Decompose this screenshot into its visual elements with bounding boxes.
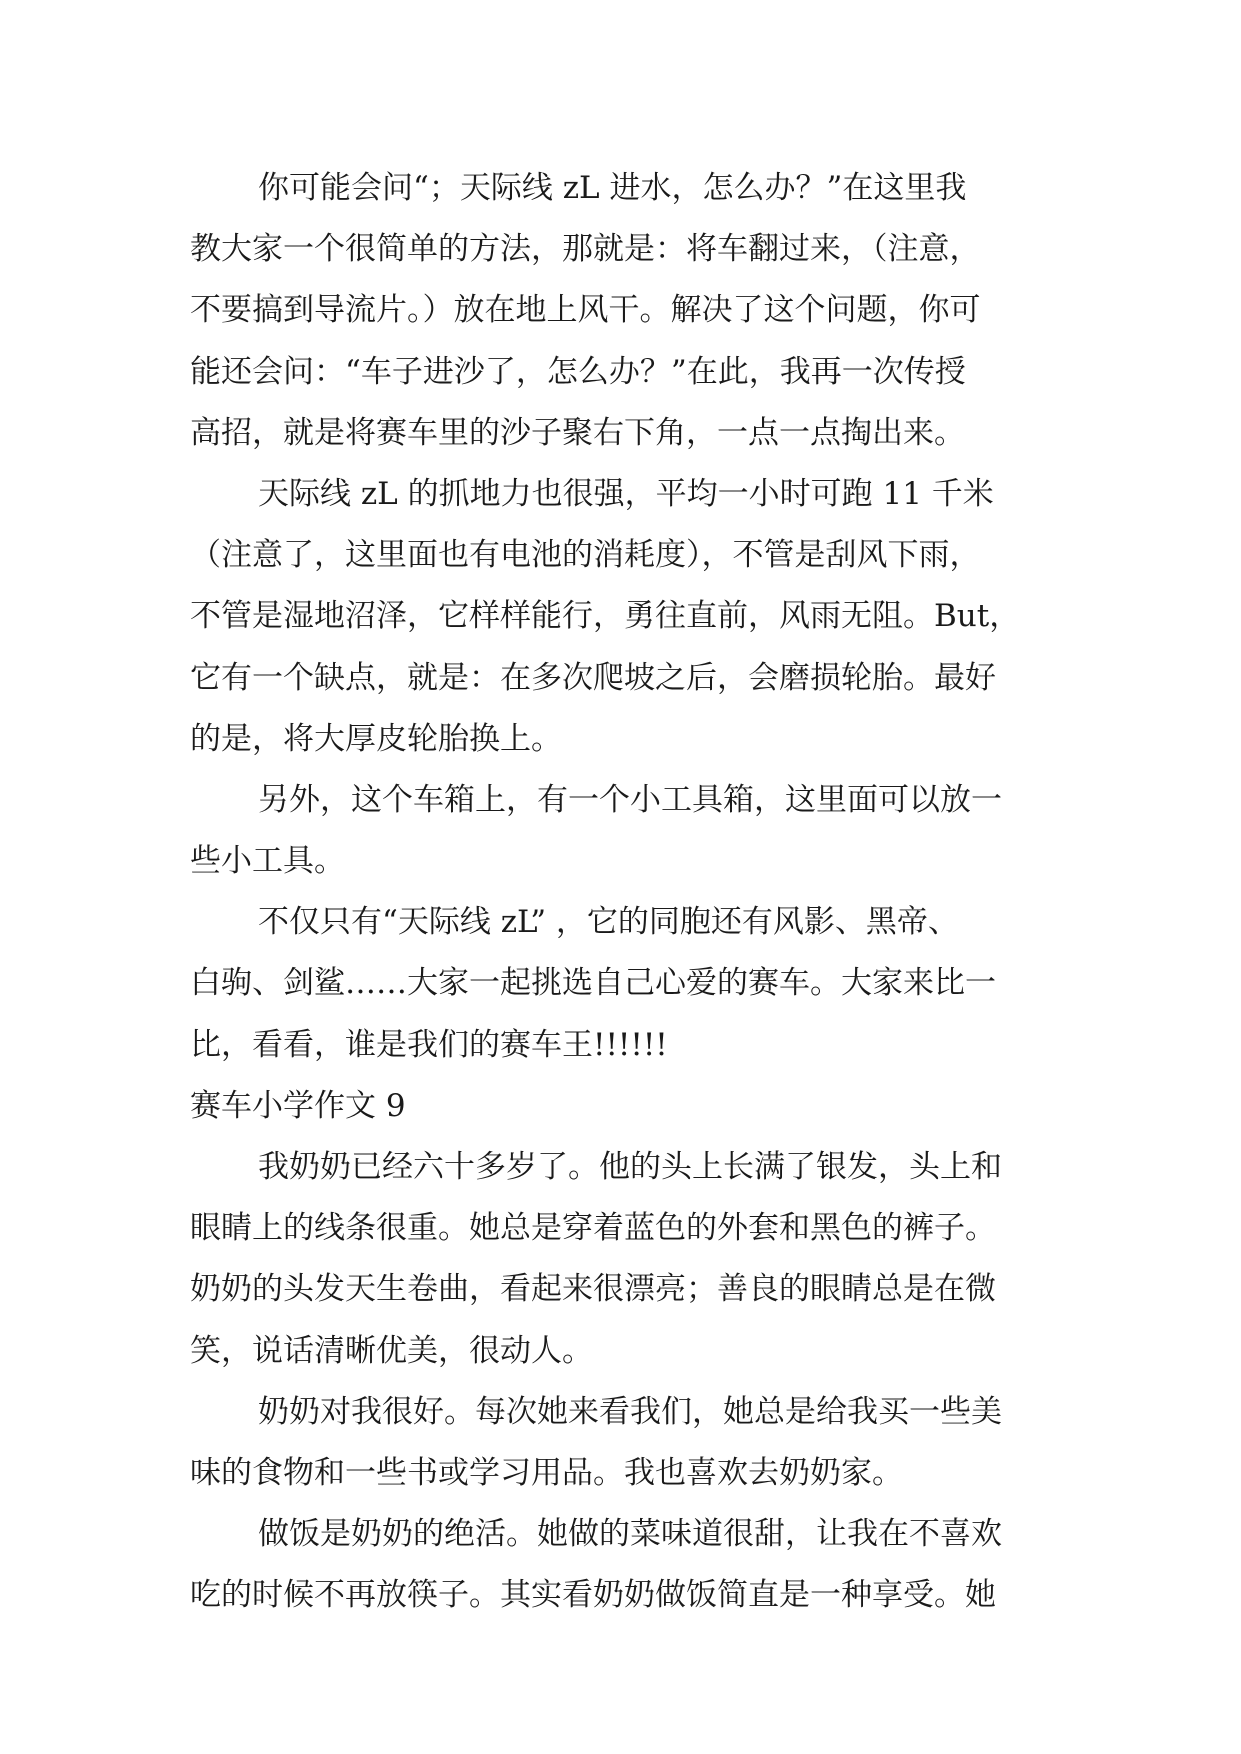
text-line: 高招，就是将赛车里的沙子聚右下角，一点一点掏出来。 [190, 414, 965, 451]
text-line: 不管是湿地沼泽，它样样能行，勇往直前，风雨无阻。But， [190, 598, 1021, 635]
text-line: 不要搞到导流片。）放在地上风干。解决了这个问题，你可 [190, 292, 981, 329]
text-line: 做饭是奶奶的绝活。她做的菜味道很甜，让我在不喜欢 [258, 1516, 1002, 1553]
text-line: 眼睛上的线条很重。她总是穿着蓝色的外套和黑色的裤子。 [190, 1210, 996, 1247]
text-line: 能还会问：“车子进沙了，怎么办？”在此，我再一次传授 [190, 353, 966, 390]
paragraph [190, 892, 1070, 1076]
text-line: 吃的时候不再放筷子。其实看奶奶做饭简直是一种享受。她 [190, 1577, 996, 1614]
text-line: 些小工具。 [190, 843, 345, 880]
paragraph [190, 770, 1070, 892]
text-line: 天际线 zL 的抓地力也很强，平均一小时可跑 11 千米 [258, 475, 994, 512]
text-line: 笑，说话清晰优美，很动人。 [190, 1332, 593, 1369]
text-line: 的是，将大厚皮轮胎换上。 [190, 720, 562, 757]
text-line: 你可能会问“；天际线 zL 进水，怎么办？”在这里我 [258, 170, 967, 206]
text-line: 比，看看，谁是我们的赛车王!!!!!! [190, 1026, 668, 1063]
paragraph [190, 1137, 1070, 1382]
text-line: 教大家一个很简单的方法，那就是：将车翻过来，（注意， [190, 231, 981, 268]
text-line: （注意了，这里面也有电池的消耗度），不管是刮风下雨， [190, 537, 981, 574]
text-line: 不仅只有“天际线 zL” ，它的同胞还有风影、黑帝、 [258, 904, 959, 941]
text-line: 我奶奶已经六十多岁了。他的头上长满了银发，头上和 [258, 1149, 1002, 1185]
paragraph [190, 464, 1070, 770]
document-body [190, 158, 1070, 1627]
text-line: 味的食物和一些书或学习用品。我也喜欢去奶奶家。 [190, 1454, 903, 1491]
section-heading [190, 1076, 1070, 1137]
text-line: 它有一个缺点，就是：在多次爬坡之后，会磨损轮胎。最好 [190, 659, 996, 696]
text-line: 白驹、剑鲨……大家一起挑选自己心爱的赛车。大家来比一 [190, 965, 996, 1002]
text-line: 奶奶对我很好。每次她来看我们，她总是给我买一些美 [258, 1393, 1002, 1430]
heading-text: 赛车小学作文 9 [190, 1087, 406, 1124]
text-line: 奶奶的头发天生卷曲，看起来很漂亮；善良的眼睛总是在微 [190, 1271, 996, 1308]
text-line: 另外，这个车箱上，有一个小工具箱，这里面可以放一 [258, 781, 1002, 818]
paragraph [190, 158, 1070, 464]
paragraph [190, 1382, 1070, 1504]
paragraph [190, 1504, 1070, 1626]
